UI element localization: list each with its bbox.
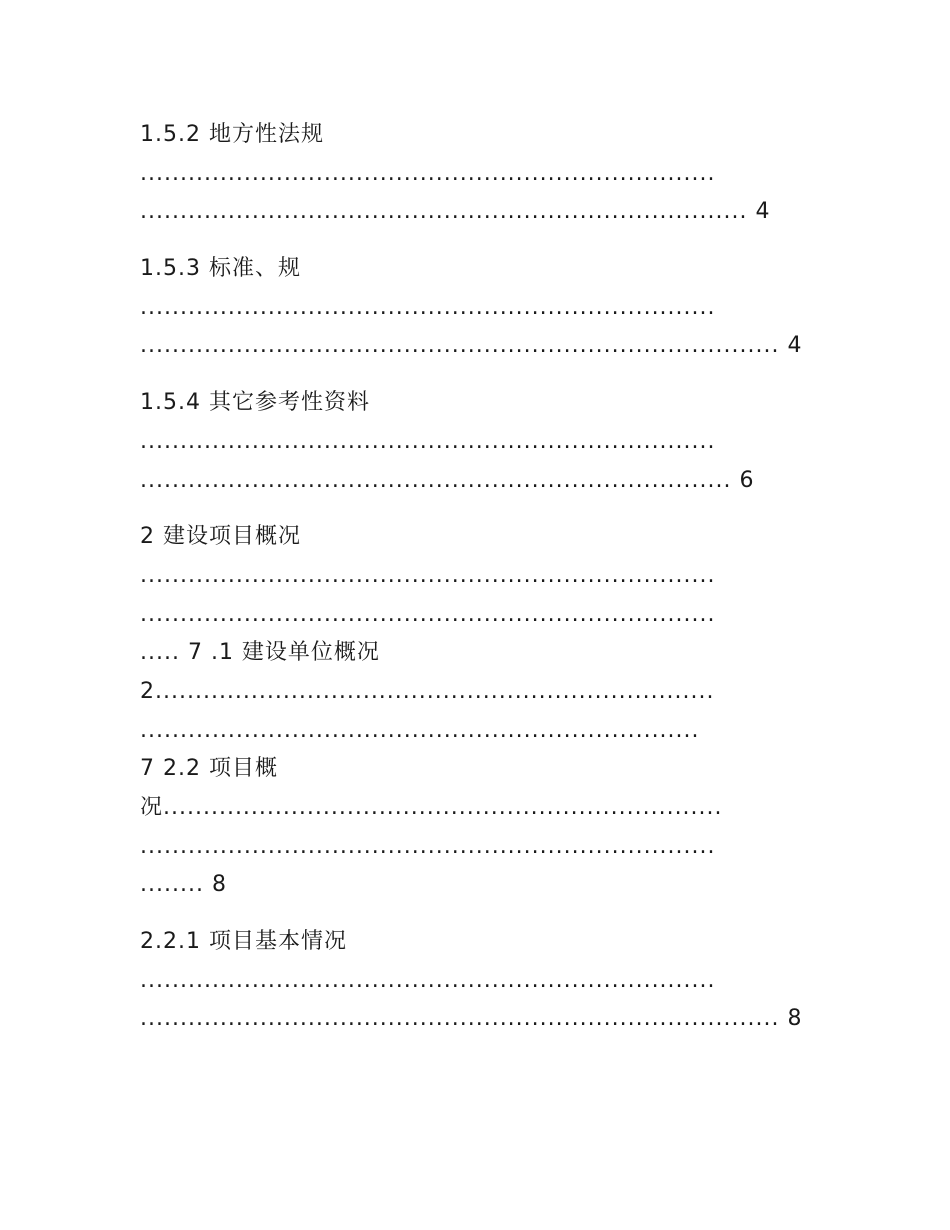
toc-spacer — [140, 905, 808, 923]
toc-heading-1-5-3: 1.5.3 标准、规 — [140, 256, 301, 282]
toc-page-number-line: ................................................................................ 4 — [140, 333, 803, 359]
toc-dot-leader: ........................................................................ — [140, 160, 716, 186]
toc-dot-leader: ........................................................................ — [140, 294, 716, 320]
toc-heading-2: 2 建设项目概况 — [140, 524, 301, 550]
toc-dot-leader: ........................................................................ — [140, 428, 716, 454]
toc-dot-leader: 2...................................................................... — [140, 678, 715, 704]
toc-heading-2-2-1: 2.2.1 项目基本情况 — [140, 929, 347, 955]
toc-dot-leader: ........................................................................ — [140, 562, 716, 588]
toc-heading-2-1-line: ..... 7 .1 建设单位概况 — [140, 640, 380, 666]
toc-heading-1-5-4: 1.5.4 其它参考性资料 — [140, 390, 370, 416]
toc-dot-leader: ........................................................................ — [140, 601, 716, 627]
toc-page-number-line: ............................................................................ 4 — [140, 199, 771, 225]
toc-heading-2-2-continued: 况...................................................................... — [140, 795, 723, 820]
toc-spacer — [140, 500, 808, 518]
toc-dot-leader: ........................................................................ — [140, 967, 716, 993]
toc-page-number-line: .......................................................................... 6 — [140, 467, 755, 493]
toc-page-number-line: ................................................................................ 8 — [140, 1006, 803, 1032]
toc-heading-2-2-line: 7 2.2 项目概 — [140, 756, 278, 782]
toc-dot-leader: ........................................................................ — [140, 833, 716, 859]
toc-spacer — [140, 366, 808, 384]
toc-dot-leader: ...................................................................... — [140, 717, 700, 743]
toc-heading-1-5-2: 1.5.2 地方性法规 — [140, 122, 324, 147]
table-of-contents — [140, 116, 808, 1039]
toc-spacer — [140, 232, 808, 250]
toc-page-number-line: ........ 8 — [140, 872, 227, 898]
